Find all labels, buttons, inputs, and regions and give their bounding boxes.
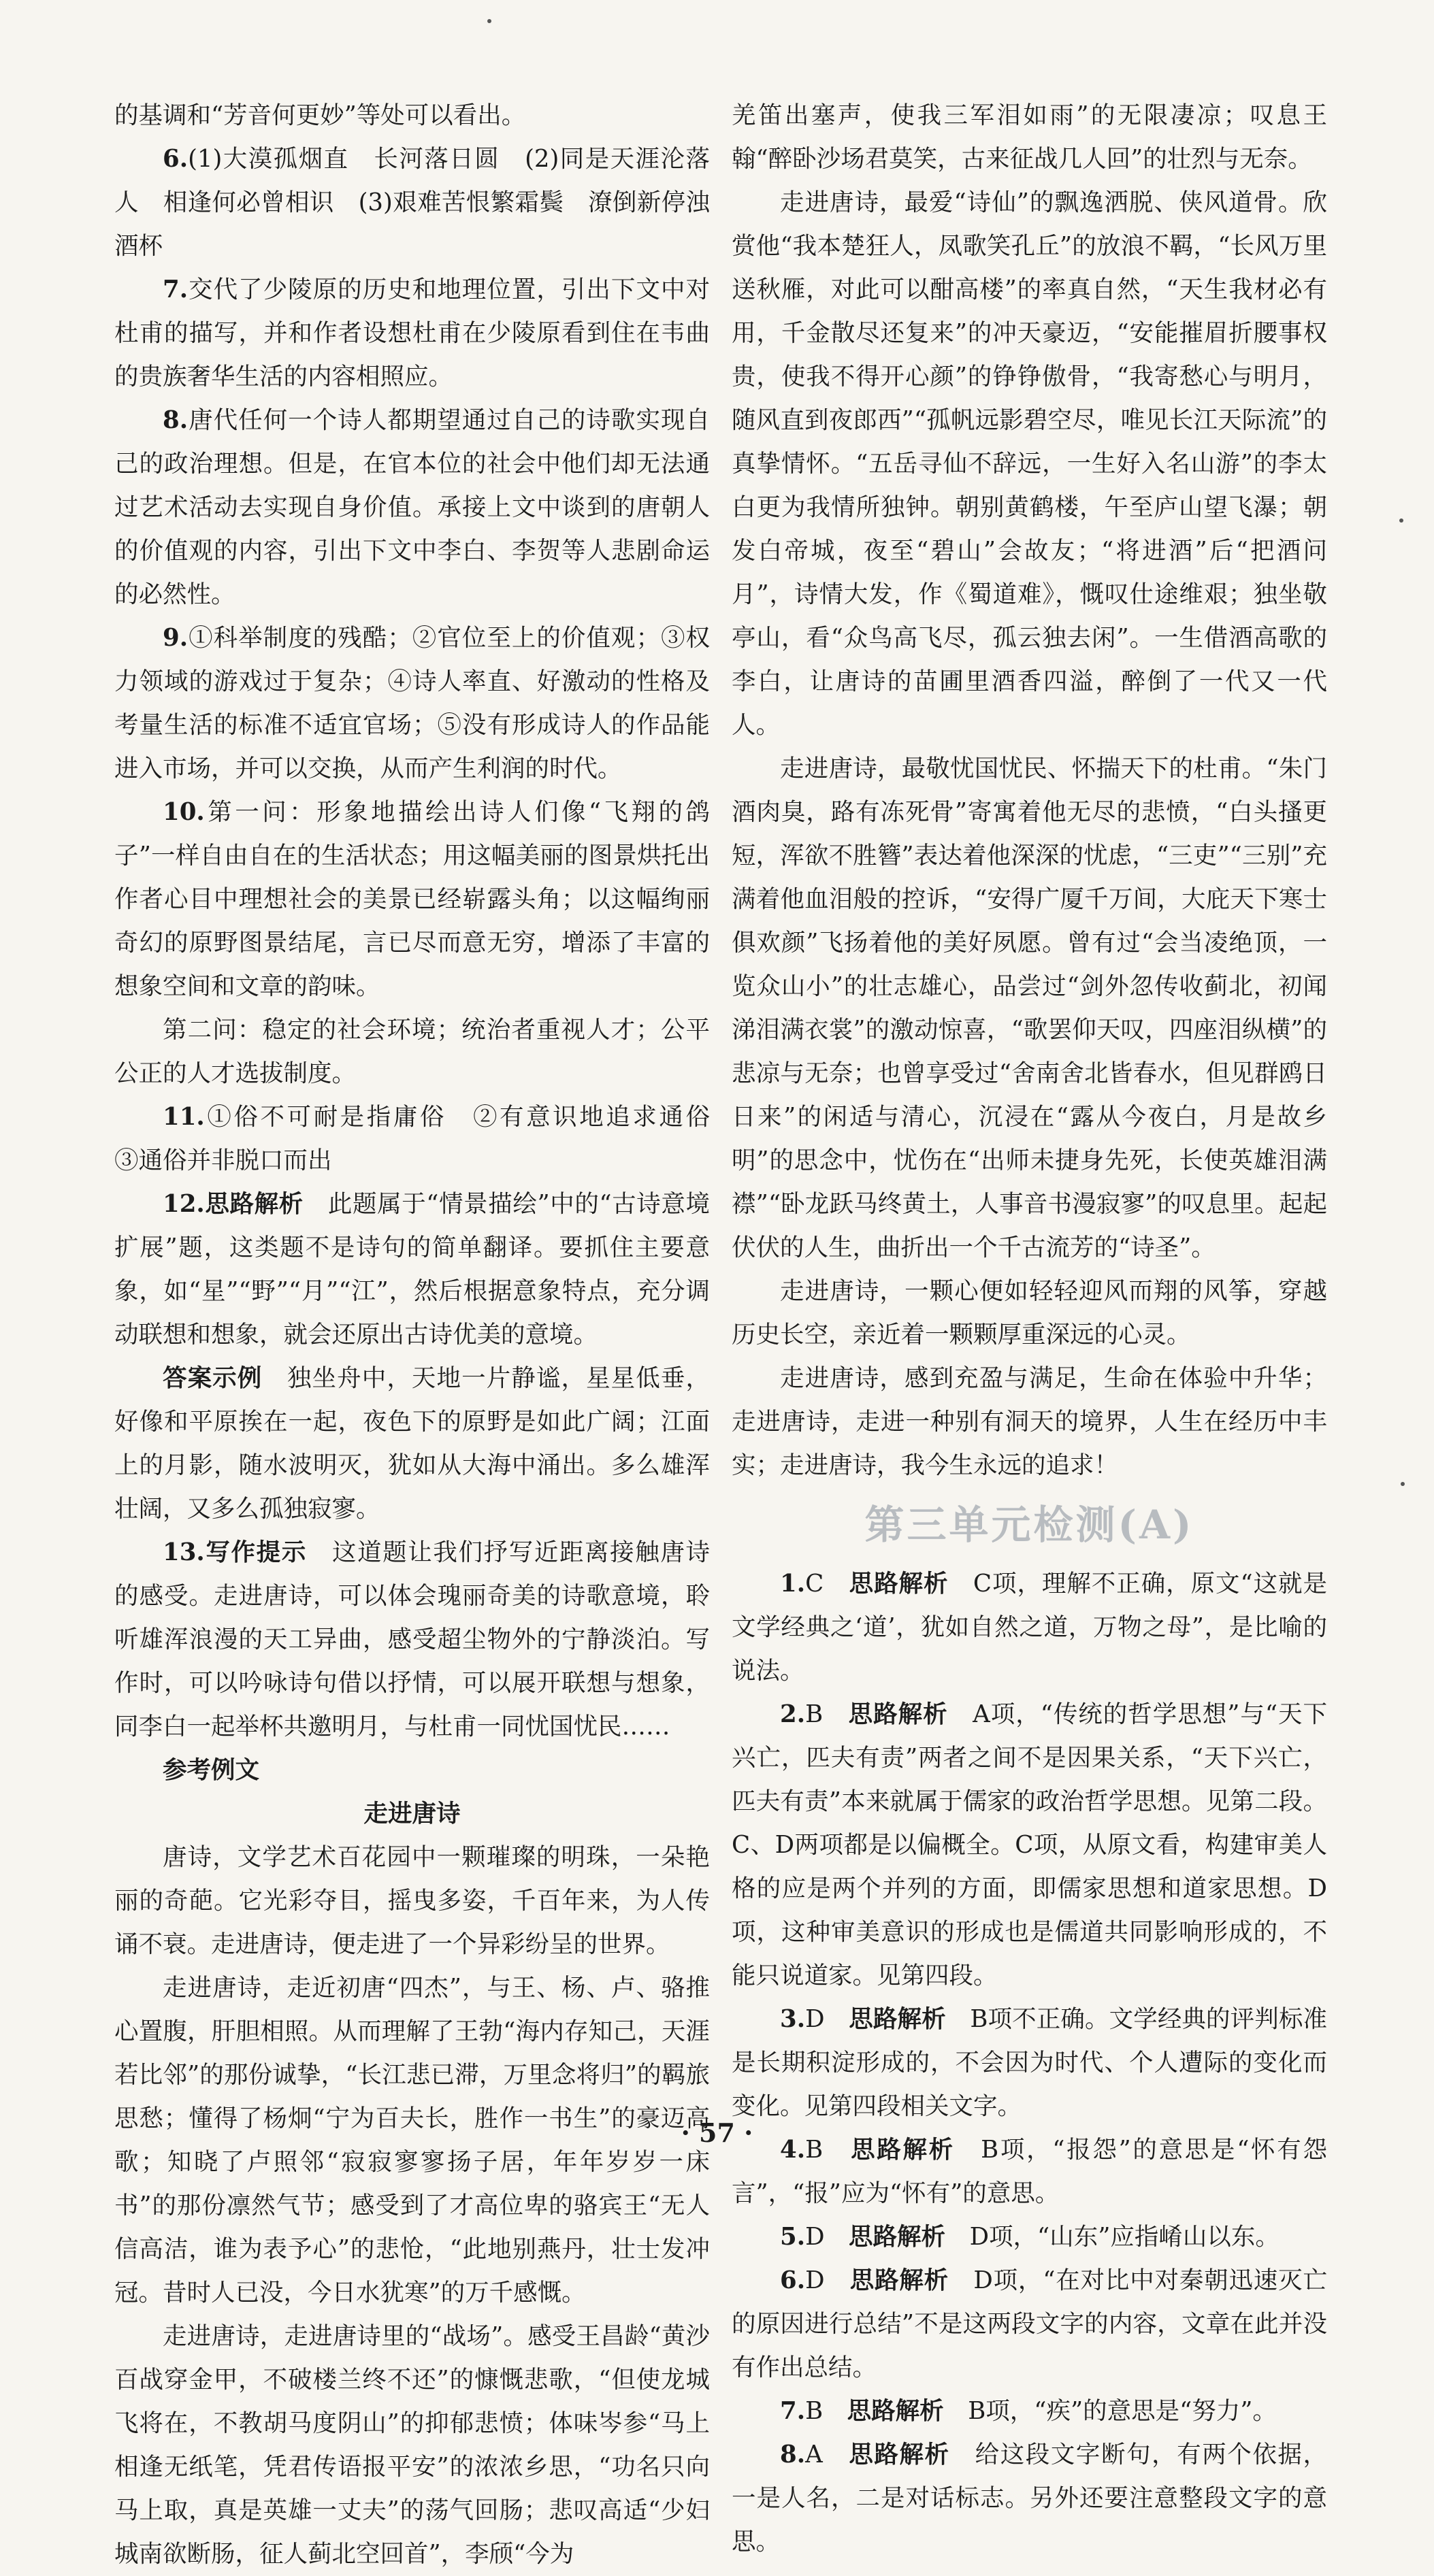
item-text: 唐代任何一个诗人都期望通过自己的诗歌实现自己的政治理想。但是，在官本位的社会中他们却无法通过艺术活动去实现自身价值。承接上文中谈到的唐朝人的价值观的内容，引出下文中李白、李贺等人悲剧命运的必然性。 xyxy=(114,406,710,608)
sample-essay-label: 参考例文 xyxy=(163,1756,260,1784)
item-text: 给这段文字断句，有两个依据，一是人名，二是对话标志。另外还要注意整段文字的意思。 xyxy=(732,2441,1327,2556)
item-label: 思路解析 xyxy=(851,2136,955,2164)
item-text: D项，“山东”应指崤山以东。 xyxy=(969,2223,1280,2251)
answer-item xyxy=(732,2215,1327,2259)
paragraph: 唐诗，文学艺术百花园中一颗璀璨的明珠，一朵艳丽的奇葩。它光彩夺目，摇曳多姿，千百年来，为人传诵不衰。走进唐诗，便走进了一个异彩纷呈的世界。 xyxy=(114,1843,710,1958)
item-number: 8. xyxy=(163,406,189,434)
item-text: (1)大漠孤烟直 长河落日圆 (2)同是天涯沦落人 相逢何必曾相识 (3)艰难苦恨繁霜鬓 潦倒新停浊酒杯 xyxy=(114,145,710,260)
paragraph: 走进唐诗，感到充盈与满足，生命在体验中升华；走进唐诗，走进一种别有洞天的境界，人生在经历中丰实；走进唐诗，我今生永远的追求！ xyxy=(732,1364,1327,1479)
paragraph: 走进唐诗，最敬忧国忧民、怀揣天下的杜甫。“朱门酒肉臭，路有冻死骨”寄寓着他无尽的悲愤，“白头搔更短，浑欲不胜簪”表达着他深深的忧虑，“三吏”“三别”充满着他血泪般的控诉，“安得广厦千万间，大庇天下寒士俱欢颜”飞扬着他的美好夙愿。曾有过“会当凌绝顶，一览众山小”的壮志雄心，品尝过“剑外忽传收蓟北，初闻涕泪满衣裳”的激动惊喜，“歌罢仰天叹，四座泪纵横”的悲凉与无奈；也曾享受过“舍南舍北皆春水，但见群鸥日日来”的闲适与清心，沉浸在“露从今夜白，月是故乡明”的思念中，忧伤在“出师未捷身先死，长使英雄泪满襟”“卧龙跃马终黄土，人事音书漫寂寥”的叹息里。起起伏伏的人生，曲折出一个千古流芳的“诗圣”。 xyxy=(732,755,1327,1261)
question-item xyxy=(114,1357,710,1531)
item-text: 此题属于“情景描绘”中的“古诗意境扩展”题，这类题不是诗句的简单翻译。要抓住主要意象，如“星”“野”“月”“江”，然后根据意象特点，充分调动联想和想象，就会还原出古诗优美的意境。 xyxy=(114,1190,710,1349)
item-text: 独坐舟中，天地一片静谧，星星低垂，好像和平原挨在一起，夜色下的原野是如此广阔；江面上的月影，随水波明灭，犹如从大海中涌出。多么雄浑壮阔，又多么孤独寂寥。 xyxy=(114,1364,710,1523)
question-item xyxy=(114,137,710,268)
page-number: · 57 · xyxy=(681,2117,753,2148)
paragraph: 第二问：稳定的社会环境；统治者重视人才；公平公正的人才选拔制度。 xyxy=(114,1016,710,1087)
paragraph: 的基调和“芳音何更妙”等处可以看出。 xyxy=(114,101,526,129)
item-text: A项，“传统的哲学思想”与“天下兴亡，匹夫有责”两者之间不是因果关系，“天下兴亡，匹夫有责”本来就属于儒家的政治哲学思想。见第二段。C、D两项都是以偏概全。C项，从原文看，构建审美人格的应是两个并列的方面，即儒家思想和道家思想。D项，这种审美意识的形成也是儒道共同影响形成的，不能只说道家。见第四段。 xyxy=(732,1700,1327,1989)
answer-choice: B xyxy=(805,1700,824,1728)
item-number: 11. xyxy=(163,1103,205,1131)
question-item xyxy=(114,399,710,616)
item-number: 6. xyxy=(163,145,189,173)
item-number: 6. xyxy=(780,2266,806,2294)
item-label: 思路解析 xyxy=(849,2223,946,2251)
item-text: C项，理解不正确，原文“这就是文学经典之‘道’，犹如自然之道，万物之母”，是比喻的说法。 xyxy=(732,1570,1327,1685)
item-label: 写作提示 xyxy=(204,1538,307,1566)
item-number: 7. xyxy=(780,2397,806,2425)
item-label: 思路解析 xyxy=(849,2441,950,2468)
item-number: 5. xyxy=(780,2223,806,2251)
answer-choice: D xyxy=(805,2223,825,2251)
item-text: ①科举制度的残酷；②官位至上的价值观；③权力领域的游戏过于复杂；④诗人率直、好激动的性格及考量生活的标准不适宜官场；⑤没有形成诗人的作品能进入市场，并可以交换，从而产生利润的时代。 xyxy=(114,624,710,782)
question-item xyxy=(114,616,710,791)
item-text: B项，“疾”的意思是“努力”。 xyxy=(968,2397,1277,2425)
item-number: 4. xyxy=(780,2136,806,2164)
answer-item xyxy=(732,1693,1327,1998)
paragraph: 羌笛出塞声，使我三军泪如雨”的无限凄凉；叹息王翰“醉卧沙场君莫笑，古来征战几人回”的壮烈与无奈。 xyxy=(732,101,1327,173)
answer-item xyxy=(732,2433,1327,2564)
item-label: 答案示例 xyxy=(163,1364,263,1392)
item-label: 思路解析 xyxy=(848,1700,948,1728)
answer-choice: C xyxy=(805,1570,824,1598)
item-label: 思路解析 xyxy=(849,2005,946,2033)
item-text: D项，“在对比中对秦朝迅速灭亡的原因进行总结”不是这两段文字的内容，文章在此并没有作出总结。 xyxy=(732,2266,1327,2381)
answer-item xyxy=(732,2259,1327,2390)
answer-choice: A xyxy=(805,2441,823,2468)
answer-choice: B xyxy=(805,2397,824,2425)
answer-item xyxy=(732,1562,1327,1693)
question-item xyxy=(114,268,710,399)
item-number: 2. xyxy=(780,1700,806,1728)
item-number: 12. xyxy=(163,1190,205,1218)
item-text: 第一问：形象地描绘出诗人们像“飞翔的鸽子”一样自由自在的生活状态；用这幅美丽的图景烘托出作者心目中理想社会的美景已经崭露头角；以这幅绚丽奇幻的原野图景结尾，言已尽而意无穷，增添了丰富的想象空间和文章的韵味。 xyxy=(114,798,710,1000)
item-number: 3. xyxy=(780,2005,806,2033)
answer-item xyxy=(732,1998,1327,2128)
punch-dot xyxy=(1401,1482,1405,1486)
item-text: 交代了少陵原的历史和地理位置，引出下文中对杜甫的描写，并和作者设想杜甫在少陵原看到住在韦曲的贵族奢华生活的内容相照应。 xyxy=(114,276,710,391)
item-label: 思路解析 xyxy=(847,2397,944,2425)
paragraph: 走进唐诗，最爱“诗仙”的飘逸洒脱、侠风道骨。欣赏他“我本楚狂人，凤歌笑孔丘”的放浪不羁，“长风万里送秋雁，对此可以酣高楼”的率真自然，“天生我材必有用，千金散尽还复来”的冲天豪迈，“安能摧眉折腰事权贵，使我不得开心颜”的铮铮傲骨，“我寄愁心与明月，随风直到夜郎西”“孤帆远影碧空尽，唯见长江天际流”的真挚情怀。“五岳寻仙不辞远，一生好入名山游”的李太白更为我情所独钟。朝别黄鹤楼，午至庐山望飞瀑；朝发白帝城，夜至“碧山”会故友；“将进酒”后“把酒问月”，诗情大发，作《蜀道难》，慨叹仕途维艰；独坐敬亭山，看“众鸟高飞尽，孤云独去闲”。一生借酒高歌的李白，让唐诗的苗圃里酒香四溢，醉倒了一代又一代人。 xyxy=(732,188,1327,739)
item-label: 思路解析 xyxy=(849,2266,949,2294)
answer-item xyxy=(732,2390,1327,2433)
item-number: 1. xyxy=(780,1570,806,1598)
paragraph: 走进唐诗，一颗心便如轻轻迎风而翔的风筝，穿越历史长空，亲近着一颗颗厚重深远的心灵。 xyxy=(732,1277,1327,1349)
item-text: ①俗不可耐是指庸俗 ②有意识地追求通俗 ③通俗并非脱口而出 xyxy=(114,1103,734,1174)
item-number: 7. xyxy=(163,276,189,303)
item-number: 9. xyxy=(163,624,189,652)
question-item xyxy=(114,1095,734,1183)
item-number: 10. xyxy=(163,798,205,826)
punch-dot xyxy=(1399,518,1403,523)
item-label: 思路解析 xyxy=(204,1190,304,1218)
item-text: B项不正确。文学经典的评判标准是长期积淀形成的，不会因为时代、个人遭际的变化而变化。见第四段相关文字。 xyxy=(732,2005,1327,2120)
question-item xyxy=(114,1531,710,1749)
item-number: 8. xyxy=(780,2441,806,2468)
paragraph: 走进唐诗，走进唐诗里的“战场”。感受王昌龄“黄沙百战穿金甲，不破楼兰终不还”的慷慨悲歌，“但使龙城飞将在，不教胡马度阴山”的抑郁悲愤；体味岑参“马上相逢无纸笔，凭君传语报平安”的浓浓乡思，“功名只向马上取，真是英雄一丈夫”的荡气回肠；悲叹高适“少妇城南欲断肠，征人蓟北空回首”，李颀“今为 xyxy=(114,2322,710,2568)
item-text: 这道题让我们抒写近距离接触唐诗的感受。走进唐诗，可以体会瑰丽奇美的诗歌意境，聆听雄浑浪漫的天工异曲，感受超尘物外的宁静淡泊。写作时，可以吟咏诗句借以抒情，可以展开联想与想象，同李白一起举杯共邀明月，与杜甫一同忧国忧民…… xyxy=(114,1538,710,1740)
item-label: 思路解析 xyxy=(849,1570,949,1598)
answer-choice: D xyxy=(805,2266,825,2294)
punch-dot xyxy=(487,19,491,23)
question-item xyxy=(114,1183,710,1357)
item-text: B项，“报怨”的意思是“怀有怨言”，“报”应为“怀有”的意思。 xyxy=(732,2136,1327,2207)
unit-heading: 第三单元检测(A) xyxy=(864,1502,1194,1548)
question-item xyxy=(114,791,710,1008)
right-column xyxy=(732,94,1327,2564)
answer-choice: D xyxy=(805,2005,825,2033)
essay-title: 走进唐诗 xyxy=(363,1800,461,1828)
answer-choice: B xyxy=(805,2136,824,2164)
paragraph: 走进唐诗，走近初唐“四杰”，与王、杨、卢、骆推心置腹，肝胆相照。从而理解了王勃“海内存知己，天涯若比邻”的那份诚挚，“长江悲已滞，万里念将归”的羁旅思愁；懂得了杨炯“宁为百夫长，胜作一书生”的豪迈高歌；知晓了卢照邻“寂寂寥寥扬子居，年年岁岁一床书”的那份凛然气节；感受到了才高位卑的骆宾王“无人信高洁，谁为表予心”的悲怆，“此地别燕丹，壮士发冲冠。昔时人已没，今日水犹寒”的万千感慨。 xyxy=(114,1974,710,2307)
item-number: 13. xyxy=(163,1538,205,1566)
